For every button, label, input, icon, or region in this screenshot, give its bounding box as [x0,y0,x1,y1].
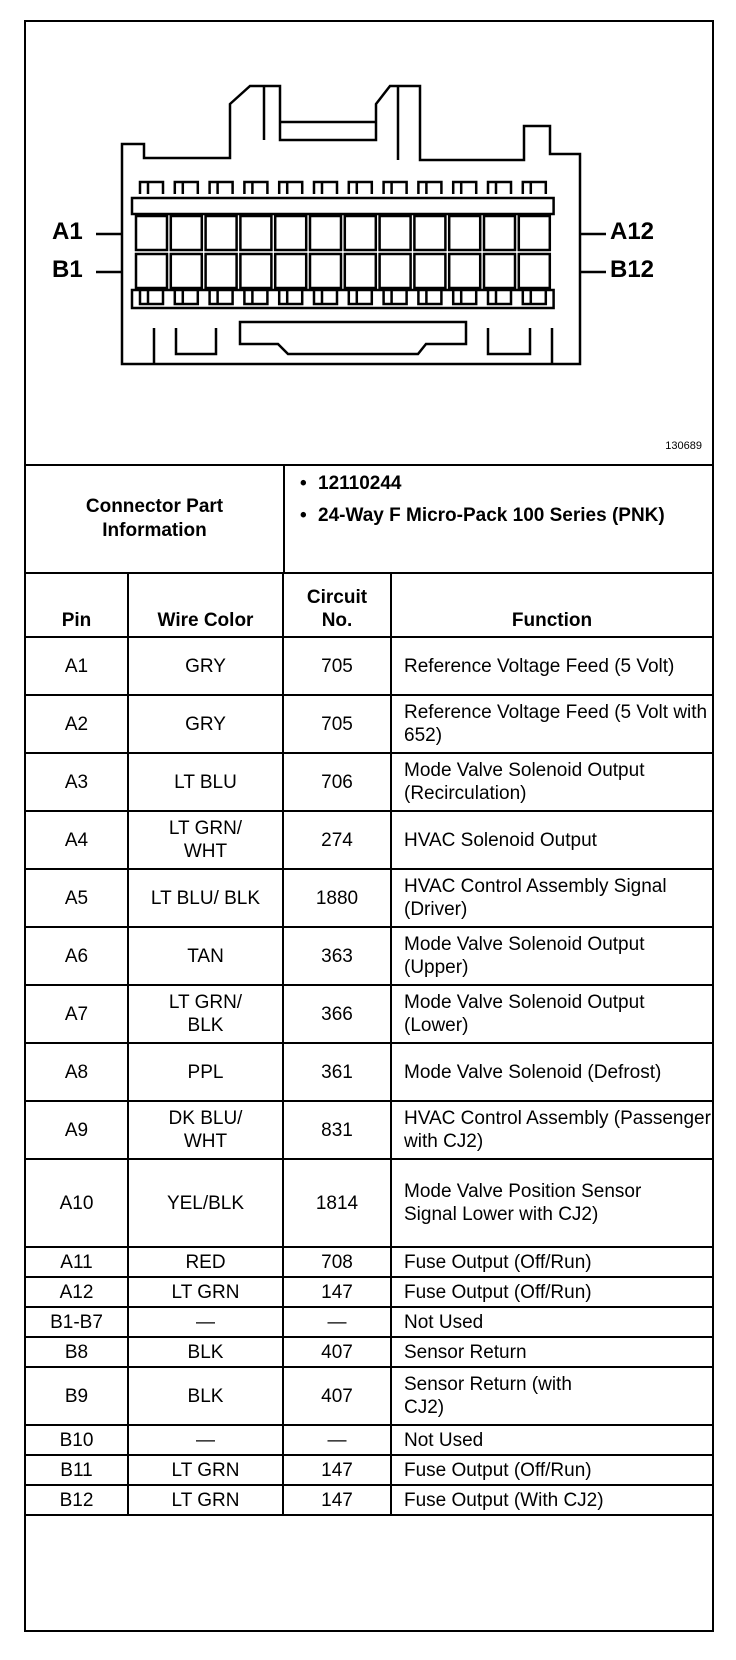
terminal-tab-top [279,182,302,194]
circuit-cell: 366 [283,985,391,1043]
function-cell: Mode Valve Solenoid (Defrost) [391,1043,712,1101]
table-row [26,1337,712,1367]
label-a12: A12 [610,218,655,245]
pin-cell: A5 [26,869,128,927]
function-cell: HVAC Solenoid Output [391,811,712,869]
table-row [26,1455,712,1485]
cavity-row-a [484,216,515,250]
circuit-cell: 1880 [283,869,391,927]
circuit-cell: 147 [283,1277,391,1307]
terminal-tab-top [523,182,546,194]
row-b-rail [132,290,554,308]
wire-color-text: LT GRN/ BLK [168,992,243,1036]
cavity-row-a [449,216,480,250]
cavity-row-a [519,216,550,250]
pin-table [26,574,712,1516]
function-cell: HVAC Control Assembly (Passenger with CJ2) [391,1101,712,1159]
header-wire-color: Wire Color [128,574,283,637]
circuit-cell: 407 [283,1367,391,1425]
wire-color-cell: LT BLU [128,753,283,811]
label-b12: B12 [610,256,655,283]
terminal-tab-top [418,182,441,194]
wire-color-cell: — [128,1307,283,1337]
terminal-tab-top [349,182,372,194]
table-row [26,811,712,869]
terminal-tab-bottom [314,290,337,304]
terminal-tab-bottom [523,290,546,304]
table-row [26,869,712,927]
function-cell: Reference Voltage Feed (5 Volt) [391,637,712,695]
circuit-cell: 147 [283,1455,391,1485]
wire-color-text: LT GRN/ WHT [168,818,243,862]
cavity-row-b [206,254,237,288]
circuit-cell: 147 [283,1485,391,1515]
wire-color-cell: GRY [128,695,283,753]
function-cell: Mode Valve Solenoid Output (Lower) [391,985,712,1043]
cavity-row-b [519,254,550,288]
pin-cell: A4 [26,811,128,869]
terminal-tab-top [314,182,337,194]
wire-color-cell: — [128,1425,283,1455]
wire-color-cell: LT GRN [128,1277,283,1307]
wire-color-cell: BLK [128,1337,283,1367]
part-info-label [26,466,285,572]
part-info-label-text: Connector Part Information [85,496,224,541]
figure-id: 130689 [665,440,702,452]
function-cell [391,1367,712,1425]
cavity-row-a [206,216,237,250]
header-pin: Pin [26,574,128,637]
table-row [26,1277,712,1307]
terminal-tab-top [488,182,511,194]
table-row [26,1307,712,1337]
cavity-row-b [345,254,376,288]
wire-color-cell: GRY [128,637,283,695]
terminal-tab-bottom [175,290,198,304]
wire-color-text: DK BLU/ WHT [168,1108,243,1152]
terminal-tab-bottom [453,290,476,304]
terminal-tab-top [453,182,476,194]
terminal-tab-top [244,182,267,194]
connector-lock-window [240,322,466,354]
pin-cell: A1 [26,637,128,695]
pin-cell: A2 [26,695,128,753]
part-info-values [296,472,696,536]
terminal-tab-top [210,182,233,194]
cavity-row-b [380,254,411,288]
pin-cell: A9 [26,1101,128,1159]
wire-color-cell [128,811,283,869]
cavity-row-b [136,254,167,288]
cavity-row-b [484,254,515,288]
part-number: • 12110244 [296,472,696,495]
wire-color-text: LT BLU/ BLK [150,887,261,909]
pin-cell: A10 [26,1159,128,1247]
circuit-cell: 1814 [283,1159,391,1247]
circuit-cell: 706 [283,753,391,811]
cavity-row-b [414,254,445,288]
cavity-row-b [275,254,306,288]
table-row [26,1247,712,1277]
pin-cell: A6 [26,927,128,985]
table-row [26,1425,712,1455]
function-text: Mode Valve Position Sensor Signal Lower with CJ2) [404,1181,642,1225]
pin-cell: B11 [26,1455,128,1485]
function-cell: Sensor Return [391,1337,712,1367]
header-circuit-text: Circuit No. [306,587,368,631]
pin-cell: B9 [26,1367,128,1425]
cavity-row-b [449,254,480,288]
terminal-tab-bottom [349,290,372,304]
cavity-row-a [345,216,376,250]
label-a1: A1 [52,218,83,245]
table-row [26,1485,712,1515]
pin-cell: B8 [26,1337,128,1367]
terminal-tab-bottom [210,290,233,304]
pin-cell: A8 [26,1043,128,1101]
pin-cell: A7 [26,985,128,1043]
header-circuit-no [283,574,391,637]
function-cell: Not Used [391,1307,712,1337]
function-cell: Mode Valve Solenoid Output (Upper) [391,927,712,985]
pin-cell: B12 [26,1485,128,1515]
cavity-row-a [310,216,341,250]
cavity-row-b [310,254,341,288]
cavity-row-a [240,216,271,250]
terminal-tab-top [175,182,198,194]
table-row [26,753,712,811]
terminal-tab-bottom [384,290,407,304]
wire-color-cell: LT GRN [128,1455,283,1485]
cavity-row-a [380,216,411,250]
table-row [26,927,712,985]
circuit-cell: — [283,1307,391,1337]
table-row [26,695,712,753]
wire-color-cell [128,1101,283,1159]
function-text: Sensor Return (with CJ2) [404,1374,572,1418]
table-row [26,1043,712,1101]
cavity-row-b [171,254,202,288]
pin-cell: A3 [26,753,128,811]
terminal-tab-bottom [244,290,267,304]
pin-cell: A12 [26,1277,128,1307]
circuit-cell: 705 [283,695,391,753]
table-row [26,1101,712,1159]
circuit-cell: 708 [283,1247,391,1277]
pin-cell: B1-B7 [26,1307,128,1337]
terminal-tab-top [140,182,163,194]
wire-color-cell: RED [128,1247,283,1277]
function-cell: Fuse Output (Off/Run) [391,1277,712,1307]
terminal-tab-bottom [418,290,441,304]
function-cell: Not Used [391,1425,712,1455]
connector-description: • 24-Way F Micro-Pack 100 Series (PNK) [296,504,696,527]
table-row [26,637,712,695]
circuit-cell: 363 [283,927,391,985]
connector-part-information [26,466,712,574]
circuit-cell: 361 [283,1043,391,1101]
function-cell: Fuse Output (With CJ2) [391,1485,712,1515]
function-cell: Fuse Output (Off/Run) [391,1247,712,1277]
table-header-row [26,574,712,637]
wire-color-cell: LT GRN [128,1485,283,1515]
terminal-tab-bottom [140,290,163,304]
cavity-row-a [136,216,167,250]
wire-color-cell [128,985,283,1043]
cavity-row-b [240,254,271,288]
function-cell: HVAC Control Assembly Signal (Driver) [391,869,712,927]
wire-color-cell: BLK [128,1367,283,1425]
cavity-row-a [414,216,445,250]
function-cell [391,1159,712,1247]
function-cell: Reference Voltage Feed (5 Volt with 652) [391,695,712,753]
wire-color-cell: TAN [128,927,283,985]
cavity-row-a [171,216,202,250]
wire-color-cell [128,869,283,927]
table-row [26,1367,712,1425]
terminal-tab-bottom [279,290,302,304]
pin-cell: A11 [26,1247,128,1277]
label-b1: B1 [52,256,83,283]
circuit-cell: 407 [283,1337,391,1367]
wire-color-cell: YEL/BLK [128,1159,283,1247]
terminal-tab-bottom [488,290,511,304]
circuit-cell: 705 [283,637,391,695]
function-cell: Fuse Output (Off/Run) [391,1455,712,1485]
connector-diagram [26,22,712,466]
connector-sheet [24,20,714,1632]
cavity-row-a [275,216,306,250]
circuit-cell: 274 [283,811,391,869]
table-row [26,985,712,1043]
wire-color-cell: PPL [128,1043,283,1101]
row-a-rail [132,198,554,214]
circuit-cell: — [283,1425,391,1455]
header-function: Function [391,574,712,637]
function-cell: Mode Valve Solenoid Output (Recirculation) [391,753,712,811]
table-row [26,1159,712,1247]
circuit-cell: 831 [283,1101,391,1159]
pin-cell: B10 [26,1425,128,1455]
terminal-tab-top [384,182,407,194]
